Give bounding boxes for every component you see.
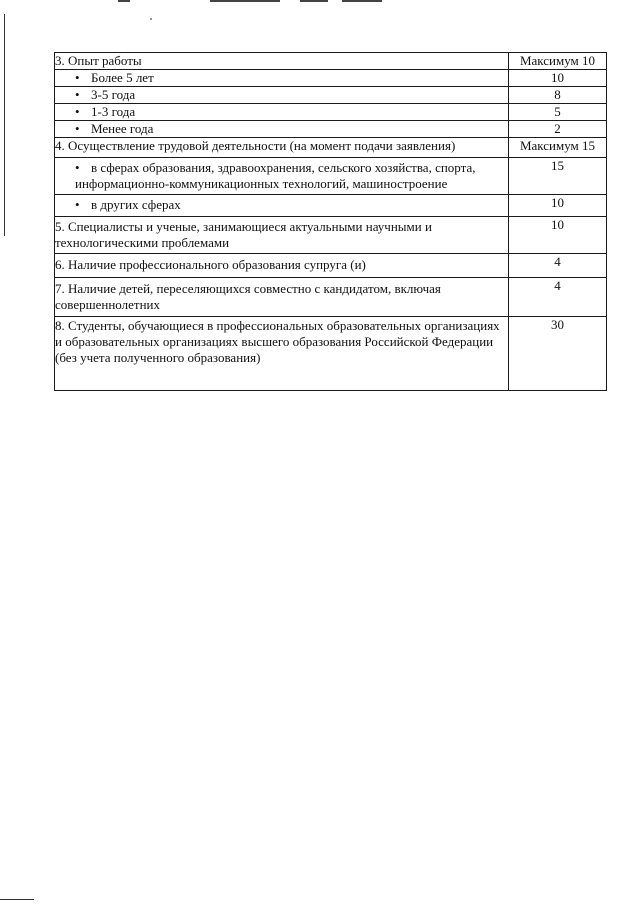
criterion-score: 30 [509, 317, 607, 391]
scan-bottom-margin-line [0, 899, 34, 900]
table-row [55, 254, 607, 278]
table-row [55, 53, 607, 70]
criterion-score: 4 [509, 254, 607, 278]
scan-top-artifact [100, 0, 400, 6]
table-row [55, 195, 607, 217]
table-row [55, 317, 607, 391]
bullet-marker: • [75, 104, 80, 119]
bullet-marker: • [75, 87, 80, 102]
bullet-marker: • [75, 70, 80, 85]
bullet-marker: • [75, 160, 80, 175]
table-row [55, 217, 607, 254]
table-row [55, 104, 607, 121]
criterion-score: 10 [509, 70, 607, 87]
criterion-score: 4 [509, 278, 607, 317]
criterion-score: 10 [509, 217, 607, 254]
table-row [55, 158, 607, 195]
criterion-item [55, 104, 509, 121]
table-row [55, 278, 607, 317]
criterion-item [55, 121, 509, 138]
criteria-table [54, 52, 607, 391]
criterion-score: Максимум 15 [509, 138, 607, 158]
criterion-item [55, 158, 509, 195]
table-row [55, 121, 607, 138]
criterion-item [55, 70, 509, 87]
criterion-text: в сферах образования, здравоохранения, сельского хозяйства, спорта, информационно-коммуникационных технологий, машиностроение [75, 160, 476, 191]
criterion-item [55, 87, 509, 104]
criterion-item [55, 195, 509, 217]
criterion-score: 10 [509, 195, 607, 217]
criterion-text: 3-5 года [91, 87, 136, 102]
criterion-score: 5 [509, 104, 607, 121]
scan-speck [150, 18, 152, 20]
criterion-text: Более 5 лет [91, 70, 154, 85]
criterion-text: 5. Специалисты и ученые, занимающиеся актуальными научными и технологическими проблемами [55, 217, 509, 254]
bullet-marker: • [75, 121, 80, 136]
scan-left-margin-line [4, 14, 5, 236]
criterion-score: Максимум 10 [509, 53, 607, 70]
criterion-text: 4. Осуществление трудовой деятельности (на момент подачи заявления) [55, 138, 509, 158]
criterion-score: 8 [509, 87, 607, 104]
table-row [55, 138, 607, 158]
criterion-text: 7. Наличие детей, переселяющихся совместно с кандидатом, включая совершеннолетних [55, 278, 509, 317]
criterion-score: 2 [509, 121, 607, 138]
criterion-score: 15 [509, 158, 607, 195]
criterion-text: 1-3 года [91, 104, 136, 119]
criterion-text: 6. Наличие профессионального образования супруга (и) [55, 254, 509, 278]
table-row [55, 70, 607, 87]
criterion-text: 8. Студенты, обучающиеся в профессиональных образовательных организациях и образовательных организациях высшего образования Российской Федерации (без учета полученного образования) [55, 317, 509, 391]
criterion-text: Менее года [91, 121, 154, 136]
table-row [55, 87, 607, 104]
criterion-text: в других сферах [91, 197, 181, 212]
bullet-marker: • [75, 197, 80, 212]
criterion-text: 3. Опыт работы [55, 53, 509, 70]
